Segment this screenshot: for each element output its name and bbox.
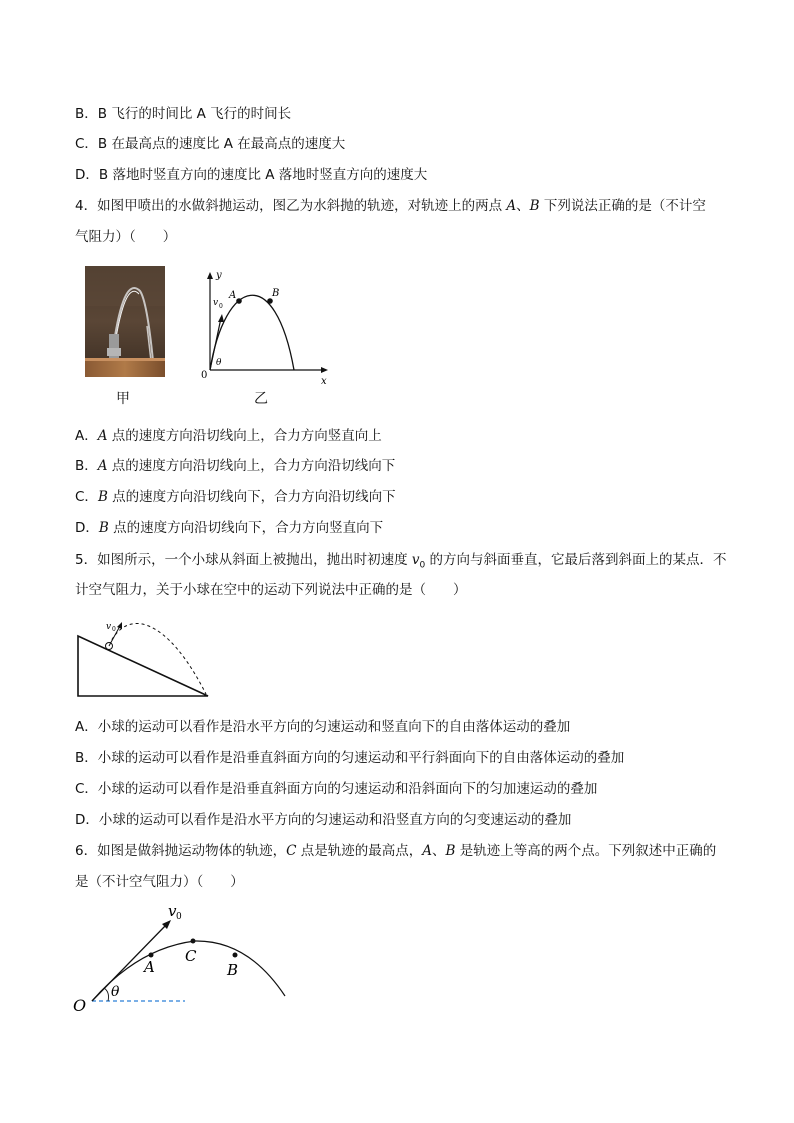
q3-option-c: C．B 在最高点的速度比 A 在最高点的速度大 — [75, 136, 346, 152]
origin-label: 0 — [201, 370, 208, 381]
q6-figure-trajectory — [70, 898, 292, 1020]
v0-subscript: 0 — [112, 626, 116, 633]
theta-label: θ — [216, 358, 222, 368]
label-b: B — [272, 288, 280, 299]
q6-stem-line2: 是（不计空气阻力）（ ） — [75, 874, 244, 890]
q5-option-b: B．小球的运动可以看作是沿垂直斜面方向的匀速运动和平行斜面向下的自由落体运动的叠加 — [75, 750, 625, 766]
q4-stem-line1: 4．如图甲喷出的水做斜抛运动，图乙为水斜抛的轨迹，对轨迹上的两点 A、B 下列说法正确的是（不计空 — [75, 198, 706, 214]
q4-figure-photo-caption: 甲 — [116, 391, 130, 407]
x-axis-arrow — [321, 367, 328, 373]
dashed-trajectory — [109, 623, 206, 694]
q4-figure-trajectory-caption: 乙 — [254, 391, 268, 407]
theta-arc — [104, 988, 109, 1001]
q5-stem-line1: 5．如图所示，一个小球从斜面上被抛出，抛出时初速度 $v_0$ 的方向与斜面垂直，它最后落到斜面上的某点．不 — [75, 552, 727, 571]
q5-figure-incline — [72, 612, 214, 700]
label-o: O — [73, 996, 87, 1015]
point-b — [233, 953, 238, 958]
v0-label: v — [106, 622, 112, 632]
theta-label: θ — [111, 984, 120, 1000]
q4-figure-trajectory — [200, 268, 335, 386]
q4-option-d: D．B 点的速度方向沿切线向下，合力方向竖直向下 — [75, 520, 384, 536]
q5-option-c: C．小球的运动可以看作是沿垂直斜面方向的匀速运动和沿斜面向下的匀加速运动的叠加 — [75, 781, 598, 797]
q4-stem-line2: 气阻力）（ ） — [75, 229, 177, 245]
v0-arrow — [92, 924, 167, 1001]
point-b — [267, 298, 273, 304]
label-c: C — [185, 947, 197, 965]
v0-subscript: 0 — [219, 303, 223, 310]
label-b: B — [227, 961, 239, 979]
v0-label: v — [213, 298, 219, 308]
y-axis-arrow — [207, 272, 213, 279]
q4-figure-photo — [85, 266, 165, 377]
label-a: A — [144, 958, 155, 976]
q5-stem-line2: 计空气阻力，关于小球在空中的运动下列说法中正确的是（ ） — [75, 582, 467, 598]
v0-label: v — [168, 902, 177, 920]
q3-option-b: B．B 飞行的时间比 A 飞行的时间长 — [75, 106, 292, 122]
q4-option-c: C．B 点的速度方向沿切线向下，合力方向沿切线向下 — [75, 489, 396, 505]
point-a — [236, 298, 242, 304]
y-label: y — [216, 270, 222, 281]
q4-option-a: A．A 点的速度方向沿切线向上，合力方向竖直向上 — [75, 428, 382, 444]
point-c — [191, 939, 196, 944]
incline-triangle — [78, 636, 208, 696]
label-a: A — [229, 290, 237, 301]
q4-option-b: B．A 点的速度方向沿切线向上，合力方向沿切线向下 — [75, 458, 396, 474]
x-label: x — [321, 376, 327, 386]
point-a — [149, 953, 154, 958]
q5-option-d: D．小球的运动可以看作是沿水平方向的匀速运动和沿竖直方向的匀变速运动的叠加 — [75, 812, 572, 828]
q6-stem-line1: 6．如图是做斜抛运动物体的轨迹，C 点是轨迹的最高点，A、B 是轨迹上等高的两个点。下列叙述中正确的 — [75, 843, 717, 859]
v0-subscript: 0 — [176, 912, 182, 922]
q3-option-d: D．B 落地时竖直方向的速度比 A 落地时竖直方向的速度大 — [75, 167, 428, 183]
q5-option-a: A．小球的运动可以看作是沿水平方向的匀速运动和竖直向下的自由落体运动的叠加 — [75, 719, 571, 735]
